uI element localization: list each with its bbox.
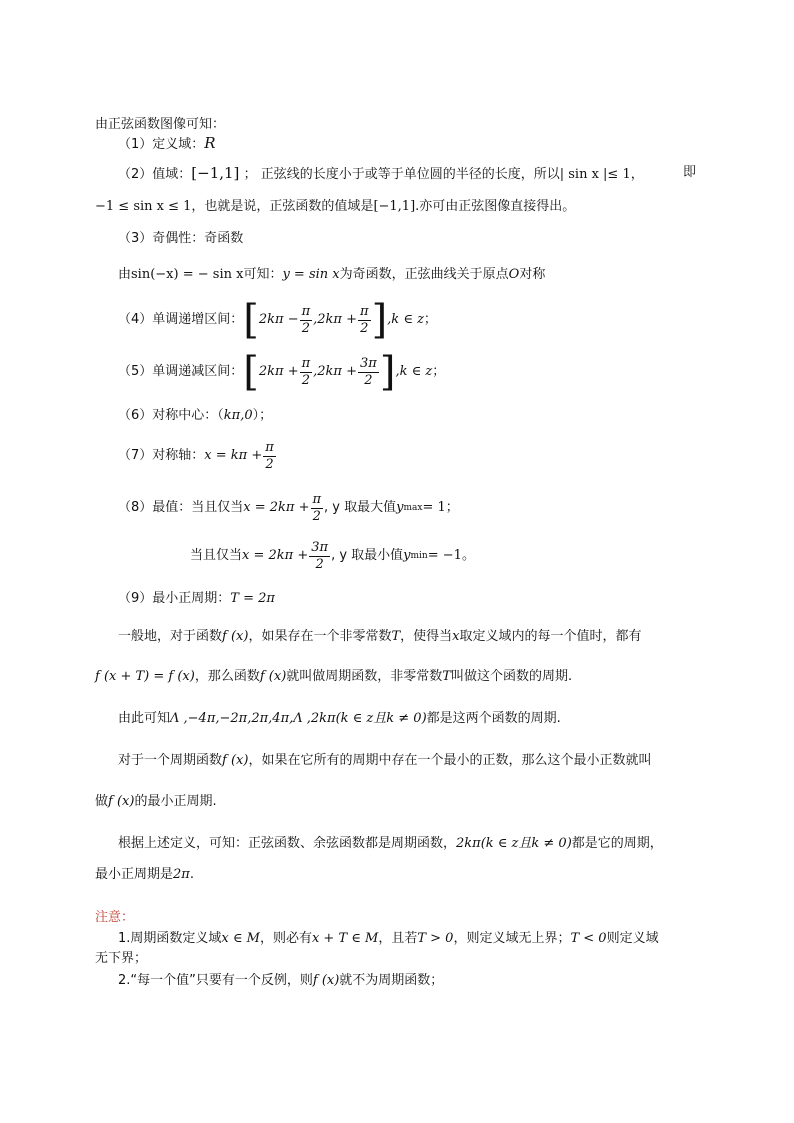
paragraph-2: f (x + T) = f (x)，那么函数f (x)就叫做周期函数，非零常数T叫做这个函数的周期. [95,669,573,684]
fraction: $\frac{\pi}{2}$ [301,355,311,388]
fraction: $\frac{3\pi}{2}$ [311,539,329,572]
fraction: $\frac{3\pi}{2}$ [360,355,377,388]
left-bracket: [ [243,297,259,343]
note-1: 1.周期函数定义域x ∈ M，则必有x + T ∈ M，且若T > 0，则定义域无上界；T < 0则定义域 [118,931,659,946]
paragraph-1: 一般地，对于函数f (x)，如果存在一个非零常数T，使得当x取定义域内的每一个值时，都有 [118,629,642,644]
paragraph-4: 对于一个周期函数f (x)，如果在它所有的周期中存在一个最小的正数，那么这个最小正数就叫 [118,753,652,768]
notes-title: 注意： [95,910,135,925]
fraction: $\frac{\pi}{2}$ [265,439,274,472]
paragraph-5: 做f (x)的最小正周期. [95,794,217,809]
item-parity: （3）奇偶性：奇函数 [118,231,244,246]
paragraph-6: 根据上述定义，可知：正弦函数、余弦函数都是周期函数，2kπ(k ∈ z且k ≠ 0)都是它的周期， [118,836,663,851]
item-extreme-min: 当且仅当 x = 2kπ + $\frac{3\pi}{2}$ , y 取最小值 y min = −1 。 [190,539,475,572]
item-axis: （7）对称轴： x = kπ + $\frac{\pi}{2}$ [118,439,274,472]
item-period: （9）最小正周期：T = 2π [118,591,275,606]
left-bracket: [ [243,349,259,395]
right-bracket: ] [379,349,396,395]
item-extreme-max: （8）最值：当且仅当 x = 2kπ + $\frac{\pi}{2}$ , y 取最大值 y max = 1 ； [118,491,459,524]
range-line2: −1 ≤ sin x ≤ 1，也就是说，正弦函数的值域是[−1,1].亦可由正弦图像直接得出。 [95,199,576,214]
paragraph-3: 由此可知Λ ,−4π,−2π,2π,4π,Λ ,2kπ(k ∈ z且k ≠ 0)都是这两个函数的周期. [118,711,561,726]
paragraph-7: 最小正周期是2π. [95,867,194,882]
item-center: （6）对称中心：（kπ,0）； [118,408,273,423]
note-1-cont: 无下界； [95,951,148,966]
fraction: $\frac{\pi}{2}$ [312,491,322,524]
fraction: $\frac{\pi}{2}$ [301,303,311,336]
item-decreasing: （5）单调递减区间： [ 2kπ + $\frac{\pi}{2}$ ,2kπ + $\frac{3\pi}{2}$ ] ,k ∈ z ； [118,349,446,395]
item-domain: （1）定义域：R [118,134,216,152]
fraction: $\frac{\pi}{2}$ [360,303,369,336]
range-ji: 即 [683,165,697,180]
right-bracket: ] [371,297,388,343]
item-increasing: （4）单调递增区间： [ 2kπ − $\frac{\pi}{2}$ ,2kπ + $\frac{\pi}{2}$ ] ,k ∈ z ； [118,297,437,343]
item-range: （2）值域：[−1,1] ； 正弦线的长度小于或等于单位圆的半径的长度，所以| sin x |≤ 1， [118,164,644,182]
note-2: 2.“每一个值”只要有一个反例，则f (x)就不为周期函数； [118,973,444,988]
parity-line2: 由sin(−x) = − sin x可知：y = sin x为奇函数，正弦曲线关于原点O对称 [118,267,546,282]
intro-line: 由正弦函数图像可知： [95,117,226,132]
